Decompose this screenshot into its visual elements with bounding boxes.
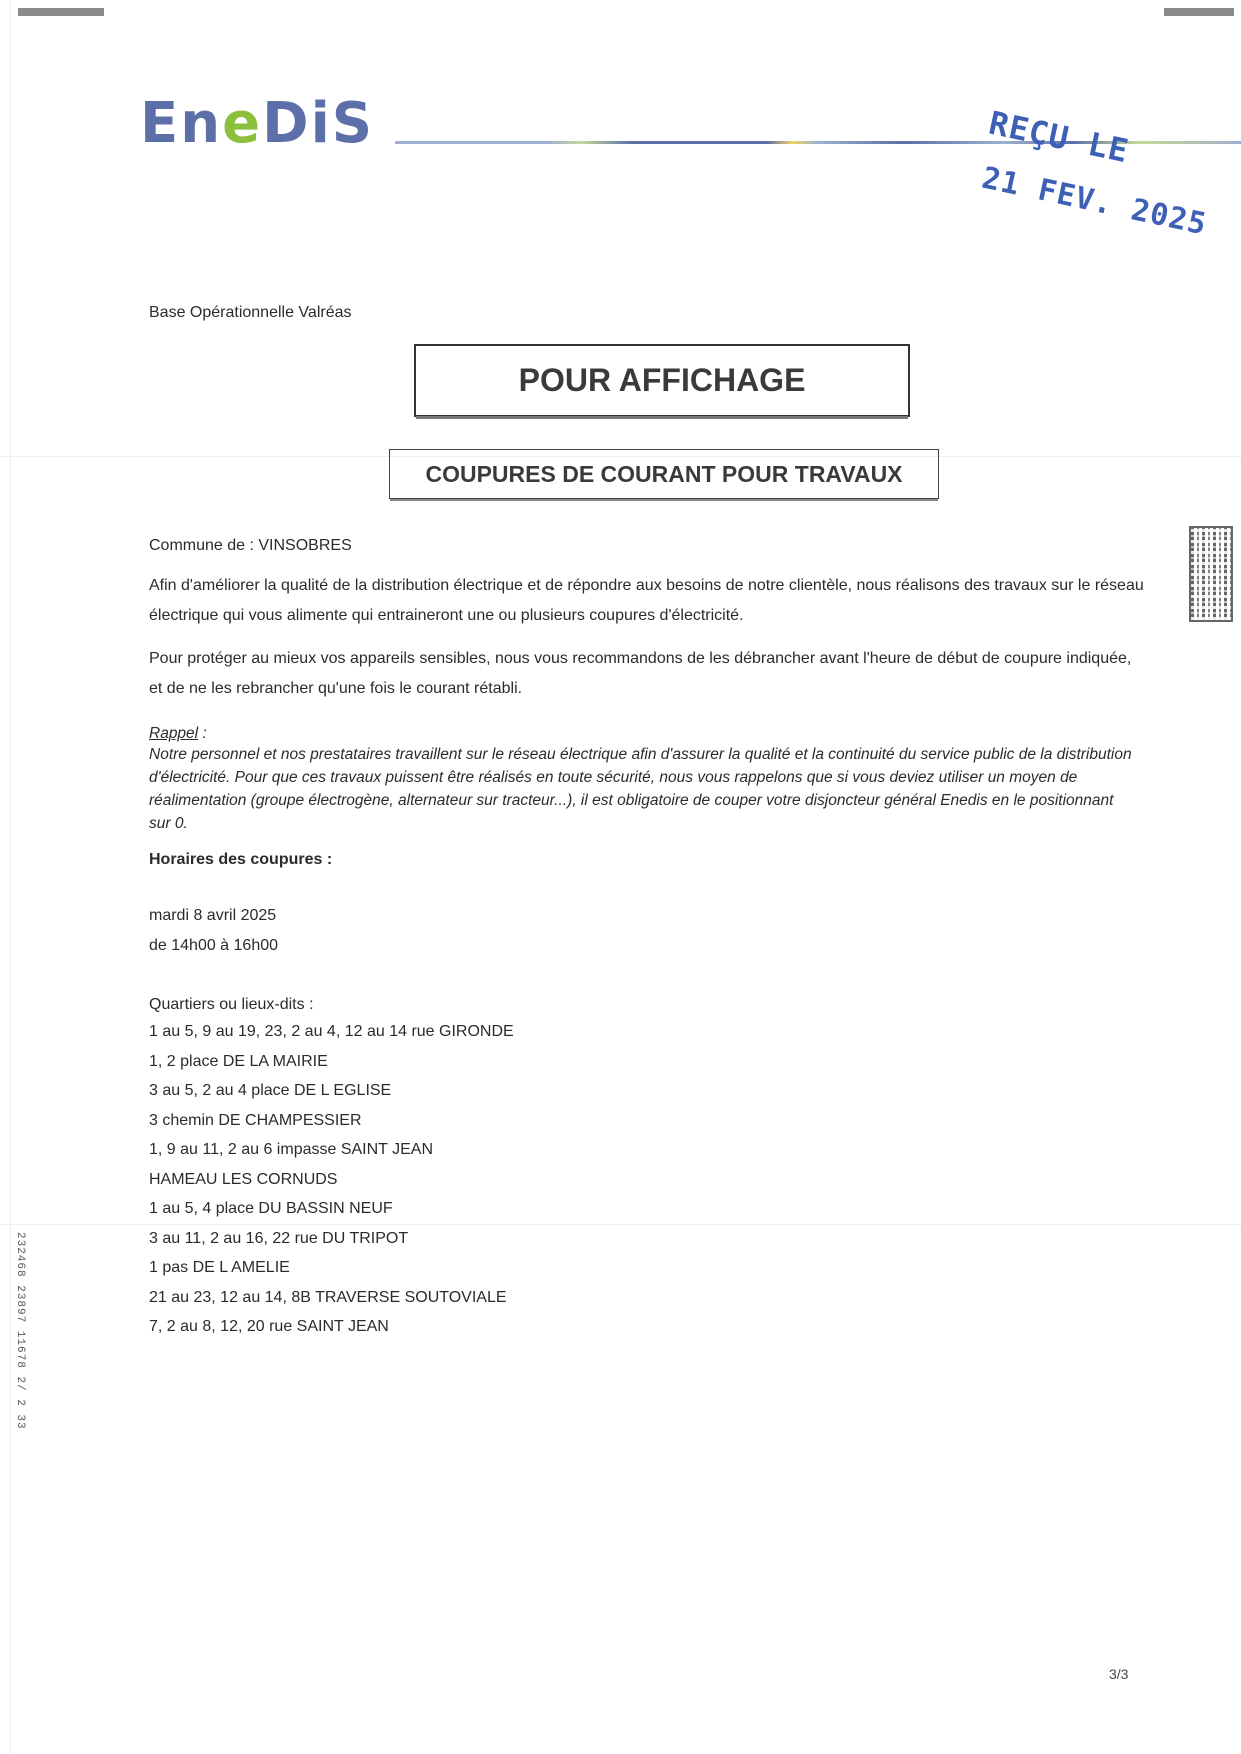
rappel-label: Rappel — [149, 725, 199, 742]
schedule-heading: Horaires des coupures : — [149, 851, 333, 868]
title-box — [414, 344, 910, 417]
rappel-label-line: Rappel : — [149, 725, 207, 742]
advice-paragraph: Pour protéger au mieux vos appareils sensibles, nous vous recommandons de les débrancher avant l'heure de début de coupure indiquée, et de ne les rebrancher qu'une fois le courant rétabli. — [149, 650, 1132, 697]
locations-list — [149, 1017, 514, 1342]
list-item: 1 pas DE L AMELIE — [149, 1259, 290, 1276]
commune-line: Commune de : VINSOBRES — [149, 537, 352, 554]
scan-margin-line — [10, 0, 11, 1754]
list-item: 3 au 5, 2 au 4 place DE L EGLISE — [149, 1082, 392, 1099]
scan-mark-right — [1164, 8, 1234, 16]
list-item: 1 au 5, 4 place DU BASSIN NEUF — [149, 1200, 393, 1217]
intro-paragraph: Afin d'améliorer la qualité de la distribution électrique et de répondre aux besoins de notre clientèle, nous réalisons des travaux sur le réseau électrique qui vous alimente qui entraineront une ou plusieurs coupures d'électricité. — [149, 577, 1144, 624]
list-item: 3 chemin DE CHAMPESSIER — [149, 1111, 362, 1129]
list-item: 3 au 11, 2 au 16, 22 rue DU TRIPOT — [149, 1229, 409, 1247]
list-item: 21 au 23, 12 au 14, 8B TRAVERSE SOUTOVIALE — [149, 1288, 507, 1306]
page-title: POUR AFFICHAGE — [518, 362, 806, 398]
scan-mark-left — [18, 8, 104, 16]
list-item: 1, 2 place DE LA MAIRIE — [149, 1052, 328, 1070]
page-subtitle: COUPURES DE COURANT POUR TRAVAUX — [425, 460, 903, 487]
outage-date: mardi 8 avril 2025 — [149, 907, 277, 924]
datamatrix-code — [1189, 526, 1233, 622]
subtitle-box — [389, 449, 939, 499]
outage-time: de 14h00 à 16h00 — [149, 937, 279, 954]
enedis-logo: EneDiS — [140, 91, 375, 156]
rappel-paragraph: Notre personnel et nos prestataires travaillent sur le réseau électrique afin d'assurer la qualité et la continuité du service public de la distribution d'électricité. Pour que ces travaux puissent être réalisés en toute sécurité, nous vous rappelons que si vous deviez utiliser un moyen de réalimentation (groupe électrogène, alternateur sur tracteur...), il est obligatoire de couper votre disjoncteur général Enedis en le positionnant sur 0. — [149, 746, 1132, 832]
list-item: 1, 9 au 11, 2 au 6 impasse SAINT JEAN — [149, 1141, 433, 1158]
list-item: HAMEAU LES CORNUDS — [149, 1170, 338, 1188]
received-stamp: REÇU LE — [985, 103, 1133, 171]
side-tracking-code: 232468 23897 11678 2/ 2 33 — [14, 1232, 26, 1430]
base-name: Base Opérationnelle Valréas — [149, 304, 352, 321]
page-number: 3/3 — [1109, 1666, 1129, 1682]
locations-heading: Quartiers ou lieux-dits : — [149, 996, 314, 1013]
list-item: 7, 2 au 8, 12, 20 rue SAINT JEAN — [149, 1318, 389, 1335]
list-item: 1 au 5, 9 au 19, 23, 2 au 4, 12 au 14 rue GIRONDE — [149, 1023, 514, 1040]
received-stamp-date: 21 FEV. 2025 — [978, 160, 1210, 243]
